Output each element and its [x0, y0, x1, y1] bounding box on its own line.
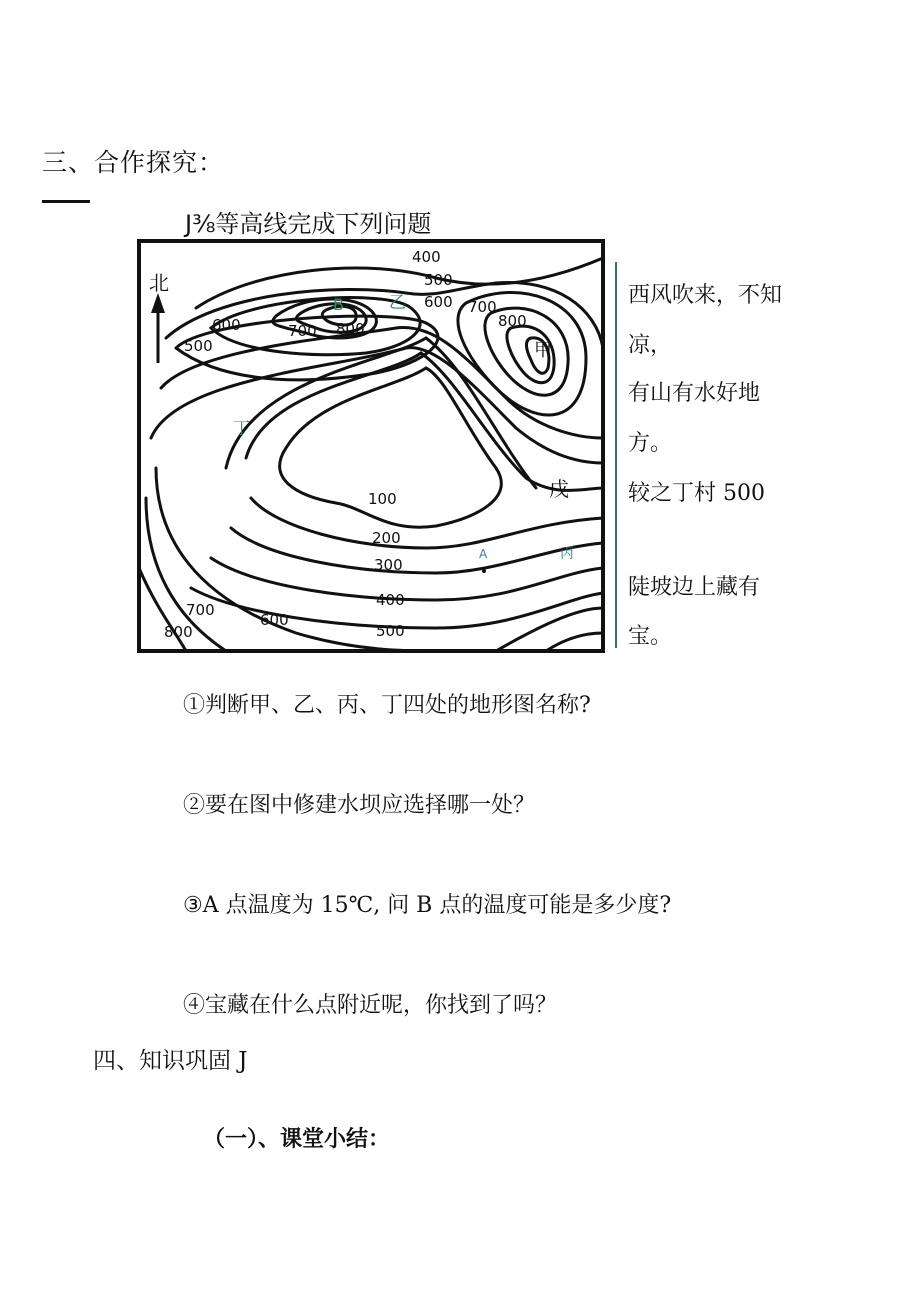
north-label: 北	[149, 271, 169, 295]
point-a-marker	[482, 569, 486, 573]
divider	[42, 200, 90, 203]
question-4: ④宝藏在什么点附近呢，你找到了吗？	[183, 993, 558, 1018]
poem-line: 凉，	[628, 333, 673, 358]
map-frame	[139, 241, 603, 651]
contour-label: 600	[260, 611, 289, 629]
contour-label: 600	[424, 293, 453, 311]
poem-line: 西风吹来，不知	[628, 283, 783, 308]
contour-label: 300	[374, 556, 403, 574]
place-a: A	[479, 547, 488, 561]
contour-label: 800	[498, 312, 527, 330]
poem-line: 有山有水好地	[628, 381, 761, 406]
place-b: B	[333, 295, 344, 314]
place-bing: 丙	[560, 546, 574, 562]
contour-map	[136, 238, 606, 654]
place-jia: 甲	[534, 340, 552, 361]
poem-line: 宝。	[628, 624, 673, 649]
question-1: ①判断甲、乙、丙、丁四处的地形图名称?	[183, 693, 591, 718]
contour-label: 600	[212, 316, 241, 334]
contour-label: 200	[372, 529, 401, 547]
place-wu: 戊	[549, 477, 569, 501]
question-2: ②要在图中修建水坝应选择哪一处？	[183, 793, 536, 818]
place-ding: 丁	[233, 419, 250, 439]
contour-label: 500	[376, 622, 405, 640]
place-yi: 乙	[389, 293, 406, 313]
contour-label: 800	[336, 320, 365, 338]
contour-label: 500	[424, 271, 453, 289]
contour-label: 800	[164, 623, 193, 641]
contour-label: 500	[184, 337, 213, 355]
poem-divider	[615, 262, 617, 648]
contour-label: 700	[468, 298, 497, 316]
contour-label: 700	[288, 322, 317, 340]
contour-label: 400	[376, 591, 405, 609]
class-summary-heading: （一）、课堂小结：	[203, 1126, 391, 1152]
section-3-heading: 三、合作探究：	[42, 148, 225, 177]
contour-label: 700	[186, 601, 215, 619]
poem-line: 陡坡边上藏有	[628, 575, 761, 600]
contour-label: 100	[368, 490, 397, 508]
poem-line: 方。	[628, 431, 673, 456]
poem-line: 较之丁村 500	[628, 481, 765, 506]
contour-label: 400	[412, 248, 441, 266]
map-caption: J⅜等高线完成下列问题	[185, 210, 432, 238]
question-3: ③A 点温度为 15℃, 问 B 点的温度可能是多少度?	[183, 893, 672, 918]
section-4-heading: 四、知识巩固 J	[93, 1048, 248, 1074]
